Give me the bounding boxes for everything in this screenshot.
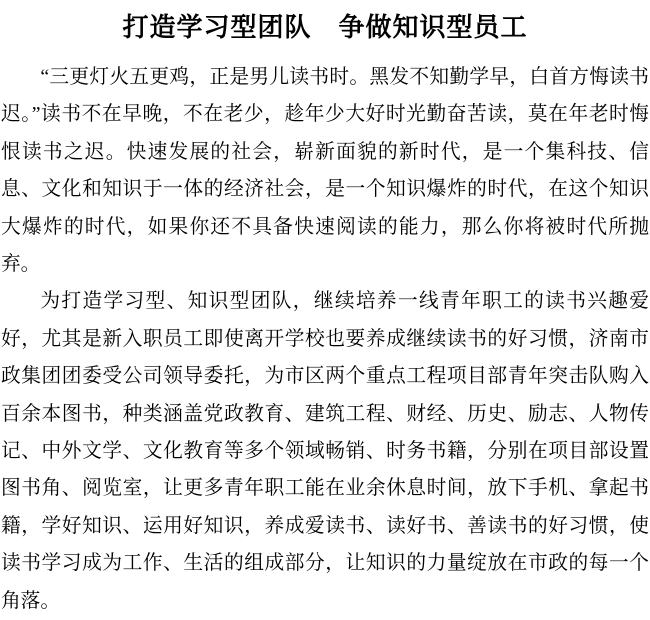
paragraph-reading-quote: “三更灯火五更鸡，正是男儿读书时。黑发不知勤学早，白首方悔读书迟。”读书不在早晚，不在老少，趁年少大好时光勤奋苦读，莫在年老时悔恨读书之迟。快速发展的社会，崭新面貌的新时代，是一个集科技、信息、文化和知识于一体的经济社会，是一个知识爆炸的时代，在这个知识大爆炸的时代，如果你还不具备快速阅读的能力，那么你将被时代所抛弃。 bbox=[1, 66, 649, 276]
paragraph-team-building: 为打造学习型、知识型团队，继续培养一线青年职工的读书兴趣爱好，尤其是新入职员工即使离开学校也要养成继续读书的好习惯，济南市政集团团委受公司领导委托，为市区两个重点工程项目部青年突击队购入百余本图书，种类涵盖党政教育、建筑工程、财经、历史、励志、人物传记、中外文学、文化教育等多个领域畅销、时务书籍，分别在项目部设置图书角、阅览室，让更多青年职工能在业余休息时间，放下手机、拿起书籍，学好知识、运用好知识，养成爱读书、读好书、善读书的好习惯，使读书学习成为工作、生活的组成部分，让知识的力量绽放在市政的每一个角落。 bbox=[1, 290, 649, 612]
document-body bbox=[1, 59, 649, 620]
document-title: 打造学习型团队 争做知识型员工 bbox=[122, 13, 528, 42]
